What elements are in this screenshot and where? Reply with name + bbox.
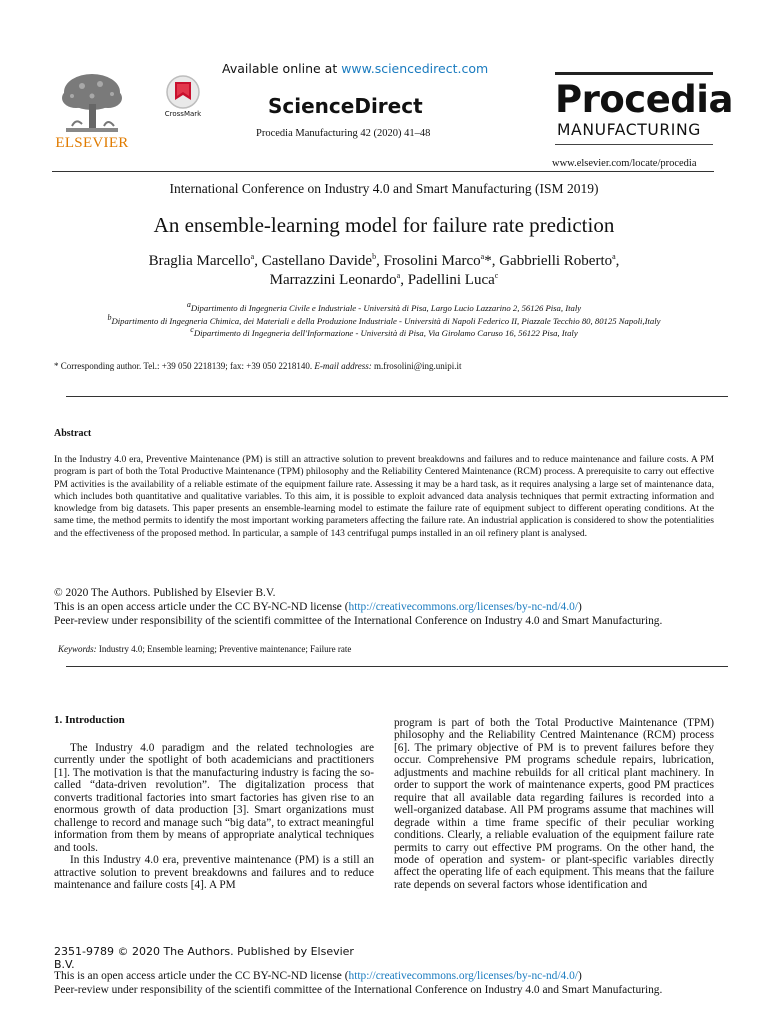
procedia-bottom-rule <box>555 144 713 145</box>
author-separator: , <box>615 253 620 269</box>
procedia-top-rule <box>555 72 713 75</box>
keywords-label: Keywords: <box>58 644 97 654</box>
license-suffix: ) <box>577 970 582 982</box>
corresponding-text: * Corresponding author. Tel.: +39 050 2218139; fax: +39 050 2218140. <box>54 361 315 371</box>
author-affiliation-mark: a <box>612 252 616 261</box>
email-address[interactable]: m.frosolini@ing.unipi.it <box>371 361 462 371</box>
peer-review-line: Peer-review under responsibility of the scientifi committee of the International Conference on Industry 4.0 and Smart Manufacturing. <box>54 615 663 627</box>
author-affiliation-mark: a <box>396 271 401 280</box>
affiliation-mark: c <box>190 325 194 335</box>
author-name: , Castellano Davide <box>254 253 373 269</box>
crossmark-label: CrossMark <box>164 110 202 118</box>
author-affiliation-mark: b <box>372 252 377 261</box>
abstract-heading: Abstract <box>54 428 92 439</box>
license-suffix: ) <box>577 601 582 613</box>
abstract-body: In the Industry 4.0 era, Preventive Maintenance (PM) is still an attractive solution to prevent breakdowns and failures and to reduce maintenance and failure costs. A PM program is part of both the Total Productive Maintenance (TPM) philosophy and the Reliability Centered Maintenance (RCM) process. A prerequisite to carry out effective PM activities is the availability of a reliable estimate of the equipment failure rate. Assessing it may be a hard task, as it requires analysing a large set of maintenance data, which includes both quantitative and qualitative variables. To this aim, it is possible to exploit advanced data analysis techniques that permit extracting information and knowledge from big datasets. This paper presents an ensemble-learning model to estimate the failure rate of equipment subject to different operating conditions. At the same time, the method permits to identify the most important working parameters affecting the failure rate. An industrial application is considered to show the potentialities and the effectiveness of the proposed method. In particular, a sample of 143 centrifugal pumps installed in an oil refinery plant is analysed. <box>54 454 714 539</box>
available-online <box>222 61 488 76</box>
affiliation-mark: b <box>107 312 112 322</box>
footer-license <box>54 970 582 983</box>
keywords <box>58 644 351 654</box>
paragraph: program is part of both the Total Productive Maintenance (TPM) philosophy and the Reliability Centred Maintenance (RCM) process [6]. The primary objective of PM is to prevent failures before they occur. Comprehensive PM programs schedule repairs, lubrication, adjustments and machine rebuilds for all critical plant machinery. In order to support the work of maintenance experts, good PM practices require that all available data regarding failures is recorded into a well-organized database. All PM programs assume that machines will degrade within a time frame specific of their peculiar working conditions. Clearly, a reliable evaluation of the equipment failure rate permits to carry out effective PM programs. On the other hand, the mode of operation and system- or plant-specific variables directly affect the operating life of each equipment. This means that the failure rate depends on several factors whose identification and <box>394 717 714 891</box>
corresponding-star: * <box>484 253 492 269</box>
copyright-line: © 2020 The Authors. Published by Elsevier B.V. <box>54 587 276 599</box>
author-name: Braglia Marcello <box>148 253 251 269</box>
elsevier-wordmark: ELSEVIER <box>55 135 129 151</box>
license-line <box>54 600 582 614</box>
section-heading: 1. Introduction <box>54 714 125 726</box>
divider-top <box>66 396 728 397</box>
affiliation-text: Dipartimento di Ingegneria dell'Informazione - Università di Pisa, Via Girolamo Caruso 16, 56122 Pisa, Italy <box>193 328 578 339</box>
license-link[interactable]: http://creativecommons.org/licenses/by-nc-nd/4.0/ <box>348 601 578 613</box>
author-name: , Frosolini Marco <box>376 253 481 269</box>
license-prefix: This is an open access article under the CC BY-NC-ND license ( <box>54 601 349 613</box>
procedia-title: Procedia <box>555 78 733 121</box>
license-link[interactable]: http://creativecommons.org/licenses/by-nc-nd/4.0/ <box>348 970 578 982</box>
author-affiliation-mark: c <box>494 271 499 280</box>
author-affiliation-mark: a <box>480 252 485 261</box>
procedia-subtitle: MANUFACTURING <box>557 121 701 139</box>
right-column <box>394 717 714 891</box>
affiliation-a <box>40 302 728 315</box>
paper-title: An ensemble-learning model for failure rate prediction <box>153 213 615 237</box>
affiliation-b <box>40 312 728 328</box>
keywords-text: Industry 4.0; Ensemble learning; Preventive maintenance; Failure rate <box>96 644 352 654</box>
author-list <box>100 252 668 290</box>
journal-reference: Procedia Manufacturing 42 (2020) 41–48 <box>256 128 431 139</box>
left-column <box>54 742 374 891</box>
footer-issn: 2351-9789 © 2020 The Authors. Published by Elsevier B.V. <box>54 945 354 971</box>
paragraph: In this Industry 4.0 era, preventive maintenance (PM) is a still an attractive solution to prevent breakdowns and failures and to reduce maintenance and failure costs [4]. A PM <box>54 854 374 891</box>
affiliation-mark: a <box>186 300 191 310</box>
sciencedirect-link[interactable]: www.sciencedirect.com <box>341 61 489 76</box>
affiliation-c <box>40 327 728 340</box>
corresponding-author <box>54 361 462 371</box>
sciencedirect-title: ScienceDirect <box>268 94 423 118</box>
footer-peer-review: Peer-review under responsibility of the scientifi committee of the International Conference on Industry 4.0 and Smart Manufacturing. <box>54 984 663 996</box>
divider-bottom <box>66 666 728 667</box>
paragraph: The Industry 4.0 paradigm and the related technologies are currently under the spotlight of both academicians and practitioners [1]. The motivation is that the manufacturing industry is facing the so-called “data-driven revolution”. The digitalization process that converts traditional factories into smart factories has given rise to an enormous growth of data production [3]. Smart organizations must challenge to record and manage such “big data”, to extract meaningful information from them by means of appropriate analytical techniques and tools. <box>54 742 374 854</box>
license-prefix: This is an open access article under the CC BY-NC-ND license ( <box>54 970 349 982</box>
conference-name: International Conference on Industry 4.0 and Smart Manufacturing (ISM 2019) <box>169 181 599 196</box>
affiliation-text: Dipartimento di Ingegneria Chimica, dei Materiali e della Produzione Industriale - Università di Napoli Federico II, Piazzale Tecchio 80, 80125 Napoli,Italy <box>111 315 661 326</box>
header-divider <box>52 171 714 172</box>
elsevier-url[interactable]: www.elsevier.com/locate/procedia <box>552 158 697 169</box>
author-name: Marrazzini Leonardo <box>269 272 397 288</box>
affiliations <box>40 302 728 340</box>
available-prefix: Available online at <box>222 61 342 76</box>
author-name: , Padellini Luca <box>400 272 495 288</box>
affiliation-text: Dipartimento di Ingegneria Civile e Industriale - Università di Pisa, Largo Lucio Lazzarino 2, 56126 Pisa, Italy <box>190 303 582 313</box>
author-name: , Gabbrielli Roberto <box>491 253 613 269</box>
email-label: E-mail address: <box>314 361 372 371</box>
author-affiliation-mark: a <box>250 252 255 261</box>
